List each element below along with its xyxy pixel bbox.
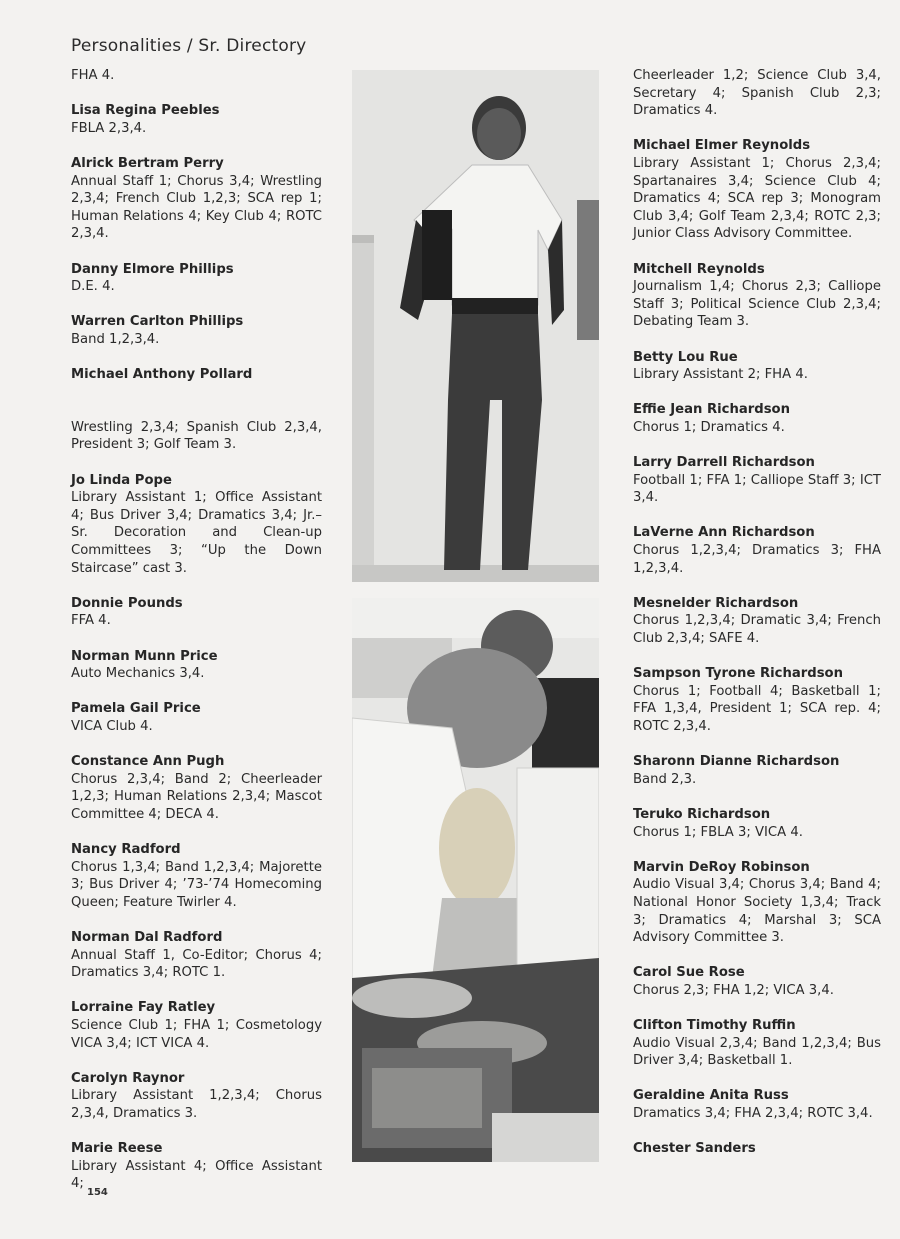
student-activities: Football 1; FFA 1; Calliope Staff 3; ICT 3,4. xyxy=(633,472,881,506)
directory-entry xyxy=(633,261,881,331)
directory-entry xyxy=(633,137,881,243)
directory-entry xyxy=(633,964,881,999)
directory-entry xyxy=(71,261,322,296)
directory-entry xyxy=(71,595,322,630)
directory-entry xyxy=(633,401,881,436)
student-activities: Library Assistant 4; Office Assistant 4; xyxy=(71,1158,322,1192)
directory-entry xyxy=(633,1087,881,1122)
directory-entry xyxy=(71,313,322,348)
directory-entry xyxy=(633,454,881,507)
directory-entry xyxy=(633,753,881,788)
directory-entry xyxy=(71,366,322,401)
student-name: Clifton Timothy Ruffin xyxy=(633,1018,796,1034)
student-activities: Annual Staff 1, Co-Editor; Chorus 4; Dramatics 3,4; ROTC 1. xyxy=(71,947,322,981)
student-name: Norman Dal Radford xyxy=(71,930,223,946)
directory-entry xyxy=(71,67,322,85)
student-activities: FHA 4. xyxy=(71,68,115,83)
student-activities: Library Assistant 1,2,3,4; Chorus 2,3,4, Dramatics 3. xyxy=(71,1088,322,1122)
student-name: Chester Sanders xyxy=(633,1141,756,1157)
directory-entry xyxy=(633,349,881,384)
student-activities: Band 2,3. xyxy=(633,771,697,787)
student-activities: Chorus 1,2,3,4; Dramatic 3,4; French Club 2,3,4; SAFE 4. xyxy=(633,613,881,646)
directory-entry xyxy=(633,1017,881,1070)
student-name: Warren Carlton Phillips xyxy=(71,314,244,330)
student-activities: Library Assistant 2; FHA 4. xyxy=(633,367,808,383)
student-name: Norman Munn Price xyxy=(71,648,218,664)
student-activities: Library Assistant 1; Chorus 2,3,4; Spartanaires 3,4; Science Club 4; Dramatics 4; SCA rep 3; Monogram Club 3,4; Golf Team 2,3,4; ROTC 2,3; Junior Class Advisory Committee. xyxy=(633,155,881,242)
student-activities: Chorus 1; Dramatics 4. xyxy=(633,419,785,435)
student-name: Marvin DeRoy Robinson xyxy=(633,859,810,875)
student-name: Lorraine Fay Ratley xyxy=(71,1000,216,1016)
student-activities: Science Club 1; FHA 1; Cosmetology VICA 3,4; ICT VICA 4. xyxy=(71,1018,322,1051)
student-activities: Wrestling 2,3,4; Spanish Club 2,3,4, President 3; Golf Team 3. xyxy=(71,419,322,453)
student-name: Sampson Tyrone Richardson xyxy=(633,666,844,682)
directory-entry xyxy=(71,1070,322,1123)
student-name: Jo Linda Pope xyxy=(71,472,172,488)
directory-entry xyxy=(71,102,322,137)
directory-entry xyxy=(71,999,322,1052)
directory-entry xyxy=(71,472,322,578)
student-name: Lisa Regina Peebles xyxy=(71,103,220,119)
student-name: Pamela Gail Price xyxy=(71,701,201,717)
student-name: Carol Sue Rose xyxy=(633,965,745,981)
directory-entry xyxy=(633,595,881,648)
student-name: Geraldine Anita Russ xyxy=(633,1088,789,1104)
directory-entry xyxy=(633,524,881,577)
student-activities: Audio Visual 3,4; Chorus 3,4; Band 4; National Honor Society 1,3,4; Track 3; Dramatics 4; Marshal 3; SCA Advisory Committee 3. xyxy=(633,877,881,946)
photo-students-working xyxy=(352,598,599,1162)
directory-entry xyxy=(633,67,881,120)
student-name: Alrick Bertram Perry xyxy=(71,155,224,171)
student-name: Mitchell Reynolds xyxy=(633,261,765,277)
student-name: LaVerne Ann Richardson xyxy=(633,525,815,541)
student-name: Mesnelder Richardson xyxy=(633,595,799,611)
student-name: Larry Darrell Richardson xyxy=(633,455,815,471)
student-name: Betty Lou Rue xyxy=(633,349,738,365)
student-name: Donnie Pounds xyxy=(71,595,183,611)
student-name: Effie Jean Richardson xyxy=(633,402,791,418)
student-activities: D.E. 4. xyxy=(71,279,115,295)
directory-entry xyxy=(633,859,881,947)
student-activities: Auto Mechanics 3,4. xyxy=(71,666,205,682)
directory-entry xyxy=(71,1140,322,1193)
student-name: Carolyn Raynor xyxy=(71,1070,185,1086)
student-name: Michael Elmer Reynolds xyxy=(633,138,811,154)
student-activities: Chorus 1; FBLA 3; VICA 4. xyxy=(633,824,803,840)
student-activities: Annual Staff 1; Chorus 3,4; Wrestling 2,3,4; French Club 1,2,3; SCA rep 1; Human Relations 4; Key Club 4; ROTC 2,3,4. xyxy=(71,173,322,242)
page-title: Personalities / Sr. Directory xyxy=(71,36,307,56)
student-activities: FFA 4. xyxy=(71,613,111,629)
student-name: Sharonn Dianne Richardson xyxy=(633,754,840,770)
student-name: Michael Anthony Pollard xyxy=(71,367,253,383)
student-name: Teruko Richardson xyxy=(633,806,771,822)
student-name: Constance Ann Pugh xyxy=(71,754,225,770)
student-activities: Library Assistant 1; Office Assistant 4; Bus Driver 3,4; Dramatics 3,4; Jr.–Sr. Decoration and Clean-up Committees 3; “Up the Down Staircase” cast 3. xyxy=(71,490,322,576)
directory-entry xyxy=(633,806,881,841)
student-activities: VICA Club 4. xyxy=(71,718,153,734)
student-activities: Journalism 1,4; Chorus 2,3; Calliope Staff 3; Political Science Club 2,3,4; Debating Team 3. xyxy=(633,279,881,330)
student-name: Nancy Radford xyxy=(71,842,181,858)
page-number: 154 xyxy=(87,1187,108,1198)
student-activities: Band 1,2,3,4. xyxy=(71,331,160,347)
directory-entry xyxy=(633,665,881,735)
directory-entry xyxy=(71,841,322,911)
student-activities: Chorus 1,2,3,4; Dramatics 3; FHA 1,2,3,4. xyxy=(633,543,881,576)
student-activities: FBLA 2,3,4. xyxy=(71,120,147,136)
left-directory-column xyxy=(71,67,322,1211)
student-name: Marie Reese xyxy=(71,1141,163,1157)
student-activities: Chorus 2,3,4; Band 2; Cheerleader 1,2,3; Human Relations 2,3,4; Mascot Committee 4; DECA 4. xyxy=(71,771,322,822)
student-activities: Chorus 2,3; FHA 1,2; VICA 3,4. xyxy=(633,982,834,998)
student-activities: Cheerleader 1,2; Science Club 3,4, Secretary 4; Spanish Club 2,3; Dramatics 4. xyxy=(633,68,881,119)
directory-entry xyxy=(71,648,322,683)
directory-entry xyxy=(633,1140,881,1158)
directory-entry xyxy=(71,929,322,982)
student-activities: Chorus 1,3,4; Band 1,2,3,4; Majorette 3; Bus Driver 4; ’73-’74 Homecoming Queen; Feature Twirler 4. xyxy=(71,859,322,910)
student-activities: Audio Visual 2,3,4; Band 1,2,3,4; Bus Driver 3,4; Basketball 1. xyxy=(633,1035,881,1069)
photo-smiling-student xyxy=(352,70,599,582)
student-name: Danny Elmore Phillips xyxy=(71,261,234,277)
student-activities: Dramatics 3,4; FHA 2,3,4; ROTC 3,4. xyxy=(633,1106,873,1122)
right-directory-column xyxy=(633,67,881,1175)
student-activities: Chorus 1; Football 4; Basketball 1; FFA 1,3,4, President 1; SCA rep. 4; ROTC 2,3,4. xyxy=(633,683,881,734)
directory-entry xyxy=(71,700,322,735)
directory-entry xyxy=(71,753,322,823)
directory-entry xyxy=(71,419,322,454)
directory-entry xyxy=(71,155,322,243)
